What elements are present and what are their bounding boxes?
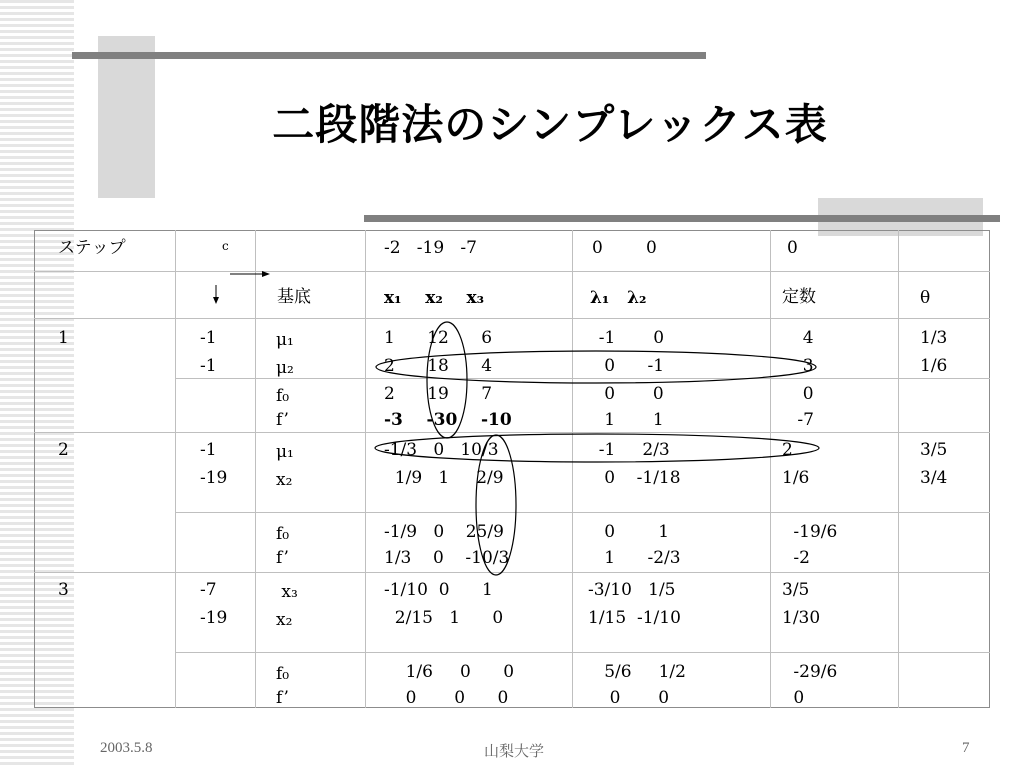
row-lambda-values: -3/10 1/5	[588, 580, 676, 600]
objective-x-values: 1/3 0 -10/3	[384, 548, 510, 568]
objective-const: -7	[792, 410, 814, 430]
row-lambda-values: 0 -1/18	[588, 468, 681, 488]
row-const: 1/30	[782, 608, 821, 628]
basis-header: 基底	[277, 287, 311, 307]
objective-basis: f’	[276, 548, 289, 568]
objective-const: -2	[788, 548, 810, 568]
objective-basis: f₀	[276, 664, 290, 684]
objective-const: 0	[788, 688, 805, 708]
objective-basis: f₀	[276, 524, 290, 544]
row-basis: x₂	[276, 470, 293, 490]
objective-basis: f’	[276, 410, 289, 430]
const-header: 定数	[782, 287, 816, 307]
row-theta: 3/5	[920, 440, 948, 460]
row-c: -7	[200, 580, 217, 600]
row-c: -1	[200, 440, 217, 460]
objective-lambda-values: 5/6 1/2	[588, 662, 686, 682]
objective-lambda-values: 1 -2/3	[588, 548, 681, 568]
const-c-value: 0	[787, 238, 798, 258]
row-lambda-values: -1 0	[588, 328, 665, 348]
pivot-row-ellipse	[375, 434, 819, 462]
row-theta: 1/3	[920, 328, 948, 348]
row-const: 2	[782, 440, 793, 460]
c-header: c	[222, 239, 229, 253]
x-variable-headers: x₁ x₂ x₃	[384, 288, 485, 308]
objective-x-values: 1/6 0 0	[384, 662, 515, 682]
page-number: 7	[962, 740, 970, 756]
row-x-values: 1 12 6	[384, 328, 493, 348]
objective-basis: f’	[276, 688, 289, 708]
lambda-c-values: 0 0	[592, 238, 657, 258]
row-x-values: 1/9 1 2/9	[384, 468, 504, 488]
objective-x-values: -3 -30 -10	[384, 410, 512, 430]
objective-const: 0	[792, 384, 814, 404]
c-values: -2 -19 -7	[384, 238, 477, 258]
row-c: -1	[200, 328, 217, 348]
objective-x-values: 0 0 0	[384, 688, 509, 708]
row-basis: x₃	[276, 582, 298, 602]
row-c: -19	[200, 608, 228, 628]
row-x-values: -1/3 0 10/3	[384, 440, 499, 460]
objective-lambda-values: 0 1	[588, 522, 670, 542]
row-theta: 1/6	[920, 356, 948, 376]
row-lambda-values: 0 -1	[588, 356, 665, 376]
step-header: ステップ	[58, 238, 126, 258]
objective-lambda-values: 0 0	[588, 688, 670, 708]
row-theta: 3/4	[920, 468, 948, 488]
row-basis: μ₂	[276, 358, 294, 378]
footer-date: 2003.5.8	[100, 740, 153, 756]
pivot-column-ellipse	[476, 435, 516, 575]
objective-x-values: -1/9 0 25/9	[384, 522, 504, 542]
objective-lambda-values: 0 0	[588, 384, 664, 404]
objective-basis: f₀	[276, 386, 290, 406]
row-const: 4	[792, 328, 814, 348]
row-c: -1	[200, 356, 217, 376]
step-number: 2	[58, 440, 69, 460]
pivot-row-ellipse	[376, 351, 816, 383]
objective-const: -29/6	[788, 662, 838, 682]
row-lambda-values: -1 2/3	[588, 440, 670, 460]
row-const: 1/6	[782, 468, 810, 488]
row-const: 3/5	[782, 580, 810, 600]
lambda-headers: λ₁ λ₂	[590, 288, 647, 308]
row-lambda-values: 1/15 -1/10	[588, 608, 681, 628]
theta-header: θ	[920, 288, 931, 308]
slide-title: 二段階法のシンプレックス表	[272, 100, 828, 149]
row-basis: μ₁	[276, 442, 294, 462]
row-const: 3	[792, 356, 814, 376]
row-basis: x₂	[276, 610, 293, 630]
row-x-values: 2 18 4	[384, 356, 493, 376]
objective-lambda-values: 1 1	[588, 410, 664, 430]
objective-const: -19/6	[788, 522, 838, 542]
footer-organization: 山梨大学	[484, 742, 545, 760]
row-basis: μ₁	[276, 330, 294, 350]
step-number: 1	[58, 328, 69, 348]
objective-x-values: 2 19 7	[384, 384, 493, 404]
row-x-values: -1/10 0 1	[384, 580, 493, 600]
row-c: -19	[200, 468, 228, 488]
row-x-values: 2/15 1 0	[384, 608, 504, 628]
step-number: 3	[58, 580, 69, 600]
